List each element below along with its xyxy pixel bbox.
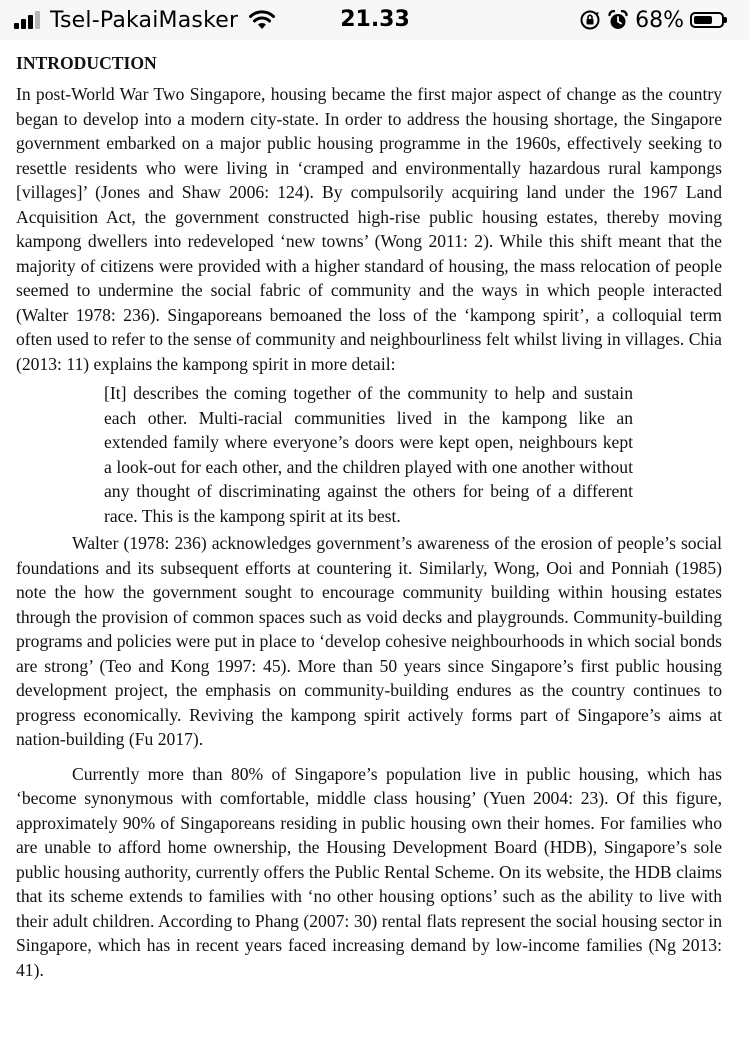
status-bar-right — [579, 6, 724, 34]
wifi-icon — [248, 10, 276, 30]
alarm-clock-icon — [607, 9, 629, 31]
section-heading: INTRODUCTION — [16, 53, 157, 73]
orientation-lock-icon — [579, 9, 601, 31]
carrier-name: Tsel-PakaiMasker — [50, 7, 239, 33]
battery-icon — [690, 12, 724, 28]
status-bar-left — [14, 6, 276, 34]
document-page — [16, 44, 722, 982]
battery-percentage: 68% — [635, 7, 684, 33]
signal-bars-icon — [14, 11, 42, 29]
paragraph-1: In post-World War Two Singapore, housing became the first major aspect of change as the country began to develop into a modern city-state. In order to address the housing shortage, the Singapore government embarked on a major public housing programme in the 1960s, effectively seeking to resettle residents who were living in ‘cramped and environmentally hazardous rural kampongs [villages]’ (Jones and Shaw 2006: 124). By compulsorily acquiring land under the 1967 Land Acquisition Act, the government constructed high-rise public housing estates, thereby moving kampong dwellers into redeveloped ‘new towns’ (Wong 2011: 2). While this shift meant that the majority of citizens were provided with a higher standard of housing, the mass relocation of people seemed to undermine the social fabric of community and the ways in which people interacted (Walter 1978: 236). Singaporeans bemoaned the loss of the ‘kampong spirit’, a colloquial term often used to refer to the sense of community and neighbourliness felt whilst living in villages. Chia (2013: 11) explains the kampong spirit in more detail: — [16, 84, 722, 374]
status-bar — [0, 0, 750, 40]
battery-fill — [694, 16, 712, 24]
paragraph-2: Walter (1978: 236) acknowledges government’s awareness of the erosion of people’s social foundations and its subsequent efforts at countering it. Similarly, Wong, Ooi and Ponniah (1985) note the how the government sought to encourage community building within housing estates through the provision of common spaces such as void decks and playgrounds. Community-building programs and policies were put in place to ‘develop cohesive neighbourhoods in which social bonds are strong’ (Teo and Kong 1997: 45). More than 50 years since Singapore’s first public housing development project, the emphasis on community-building endures as the country continues to progress economically. Reviving the kampong spirit actively forms part of Singapore’s aims at nation-building (Fu 2017). — [16, 533, 722, 749]
block-quote: [It] describes the coming together of the community to help and sustain each other. Multi-racial communities lived in the kampong like an extended family where everyone’s doors were kept open, neighbours kept a look-out for each other, and the children played with one another without any thought of discriminating against the others for being of a different race. This is the kampong spirit at its best. — [104, 383, 633, 526]
clock-time: 21.33 — [340, 7, 410, 32]
paragraph-3: Currently more than 80% of Singapore’s population live in public housing, which has ‘become synonymous with comfortable, middle class housing’ (Yuen 2004: 23). Of this figure, approximately 90% of Singaporeans residing in public housing own their homes. For families who are unable to afford home ownership, the Housing Development Board (HDB), Singapore’s sole public housing authority, currently offers the Public Rental Scheme. On its website, the HDB claims that its scheme extends to families with ‘no other housing options’ such as the ability to live with their adult children. According to Phang (2007: 30) rental flats represent the social housing sector in Singapore, which has in recent years faced increasing demand by low-income families (Ng 2013: 41). — [16, 763, 722, 980]
